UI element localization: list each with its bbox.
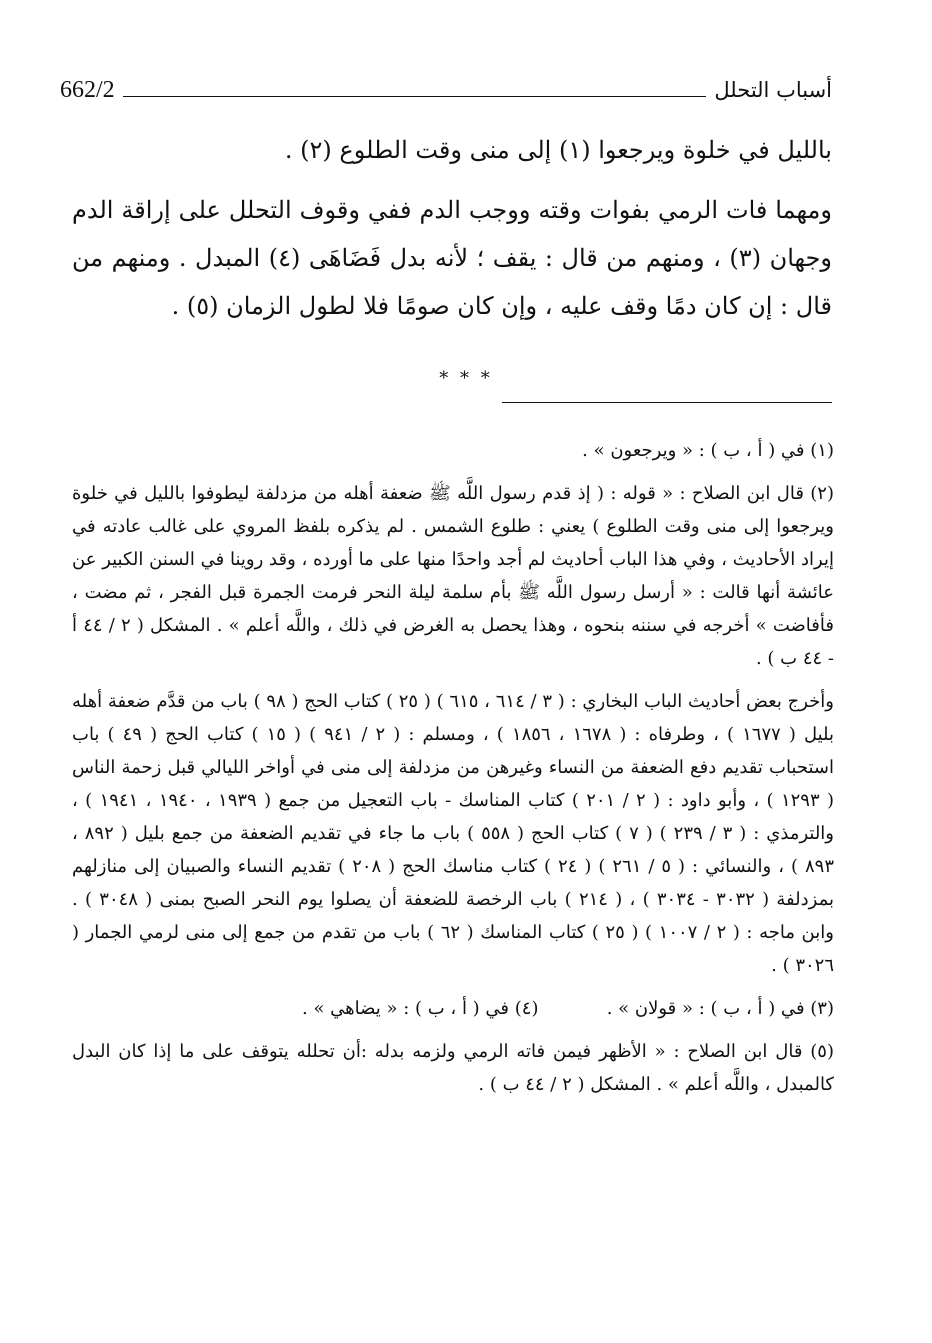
footnote-5: (٥) قال ابن الصلاح : « الأظهر فيمن فاته الرمي ولزمه بدله :أن تحلله يتوقف على ما إذا كان البدل كالمبدل ، واللَّه أعلم » . المشكل ( ٢ / ٤٤ ب ) .	[72, 1041, 834, 1095]
main-paragraph: بالليل في خلوة ويرجعوا (١) إلى منى وقت الطلوع (٢) .	[284, 136, 832, 164]
main-paragraph: ومهما فات الرمي بفوات وقته ووجب الدم ففي وقوف التحلل على إراقة الدم وجهان (٣) ، ومنهم من قال : يقف ؛ لأنه بدل فَضَاهَى (٤) المبدل . ومنهم من قال : إن كان دمًا وقف عليه ، وإن كان صومًا فلا لطول الزمان (٥) .	[72, 196, 832, 320]
footnotes	[72, 434, 834, 1111]
footnote-2: (٢) قال ابن الصلاح : « قوله : ( إذ قدم رسول اللَّه ﷺ ضعفة أهله من مزدلفة ليطوفوا بالليل في خلوة ويرجعوا إلى منى وقت الطلوع ) يعني : طلوع الشمس . لم يذكره بلفظ المروي على غالب عادته في إيراد الأحاديث ، وفي هذا الباب أحاديث لم أجد واحدًا منها على ما أورده ، وقد روينا في السنن الكبير عن عائشة أنها قالت : « أرسل رسول اللَّه ﷺ بأم سلمة ليلة النحر فرمت الجمرة قبل الفجر ، ثم مضت ، فأفاضت » أخرجه في سننه بنحوه ، وهذا يحصل به الغرض في ذلك ، واللَّه أعلم » . المشكل ( ٢ / ٤٤ أ - ٤٤ ب ) .	[72, 483, 834, 669]
footnote-2-continued: وأخرج بعض أحاديث الباب البخاري : ( ٣ / ٦١٤ ، ٦١٥ ) ( ٢٥ ) كتاب الحج ( ٩٨ ) باب من قدَّم ضعفة أهله بليل ( ١٦٧٧ ) ، وطرفاه : ( ١٦٧٨ ، ١٨٥٦ ) ، ومسلم : ( ٢ / ٩٤١ ) ( ١٥ ) كتاب الحج ( ٤٩ ) باب استحباب تقديم دفع الضعفة من النساء وغيرهن من مزدلفة إلى منى في أواخر الليالي قبل زحمة الناس ( ١٢٩٣ ) ، وأبو داود : ( ٢ / ٢٠١ ) كتاب المناسك - باب التعجيل من جمع ( ١٩٣٩ ، ١٩٤٠ ، ١٩٤١ ) ، والترمذي : ( ٣ / ٢٣٩ ) ( ٧ ) كتاب الحج ( ٥٥٨ ) باب ما جاء في تقديم الضعفة من جمع بليل ( ٨٩٢ ، ٨٩٣ ) ، والنسائي : ( ٥ / ٢٦١ ) ( ٢٤ ) كتاب مناسك الحج ( ٢٠٨ ) تقديم النساء والصبيان إلى منازلهم بمزدلفة ( ٣٠٣٢ - ٣٠٣٤ ) ، ( ٢١٤ ) باب الرخصة للضعفة أن يصلوا يوم النحر الصبح بمنى ( ٣٠٤٨ ) . وابن ماجه : ( ٢ / ١٠٠٧ ) ( ٢٥ ) كتاب المناسك ( ٦٢ ) باب من تقدم من جمع إلى منى لرمي الجمار ( ٣٠٢٦ ) .	[72, 691, 835, 976]
footnote-3: (٣) في ( أ ، ب ) : « قولان » .	[606, 998, 834, 1019]
header-rule	[123, 96, 707, 97]
footnote-separator	[502, 402, 832, 403]
running-header	[60, 70, 832, 106]
footnote-4: (٤) في ( أ ، ب ) : « يضاهي » .	[302, 998, 539, 1019]
main-text	[72, 126, 832, 330]
chapter-title: أسباب التحلل	[714, 78, 832, 102]
section-ornament: * * *	[439, 368, 493, 389]
page-number: 662/2	[60, 77, 115, 103]
footnote-1: (١) في ( أ ، ب ) : « ويرجعون » .	[582, 440, 834, 461]
footnote-row-3-4	[72, 992, 834, 1025]
